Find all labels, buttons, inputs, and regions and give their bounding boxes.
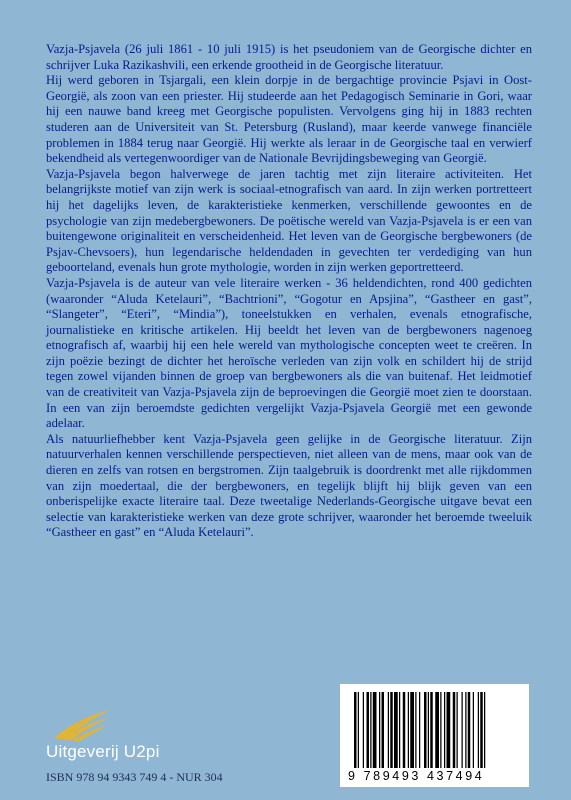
publisher-name: Uitgeverij U2pi — [46, 742, 160, 761]
back-cover-blurb — [46, 42, 532, 541]
isbn-nur-line: ISBN 978 94 9343 749 4 - NUR 304 — [46, 770, 223, 784]
barcode-digits: 9 789493 437494 — [348, 769, 485, 783]
barcode — [340, 684, 529, 787]
barcode-bars — [340, 684, 529, 770]
blurb-paragraph-1: Vazja-Psjavela (26 juli 1861 - 10 juli 1915) is het pseudoniem van de Georgische dichter en schrijver Luka Razikashvili, een erkende grootheid in de Georgische literatuur. — [46, 42, 532, 72]
publisher-logo — [44, 708, 244, 768]
wing-feather-icon — [52, 708, 112, 742]
blurb-paragraph-3: Vazja-Psjavela begon halverwege de jaren tachtig met zijn literaire activiteiten. Het belangrijkste motief van zijn werk is sociaal-etnografisch van aard. In zijn werken portretteert hij het dagelijks leven, de karakteristieke kenmerken, verschillende gewoontes en de psychologie van zijn medebergbewoners. De poëtische wereld van Vazja-Psjavela is er een van buitengewone originaliteit en verscheidenheid. Het leven van de Georgische bergbewoners (de Psjav-Chevsoers), hun legendarische heldendaden in gevechten ter verdediging van hun geboorteland, evenals hun grote mythologie, worden in zijn werken geportretteerd. — [46, 166, 532, 275]
blurb-paragraph-4: Vazja-Psjavela is de auteur van vele literaire werken - 36 heldendichten, rond 400 gedichten (waaronder “Aluda Ketelauri”, “Bachtrioni”, “Gogotur en Apsjina”, “Gastheer en gast”, “Slangeter”, “Eteri”, “Mindia”), toneelstukken en verhalen, evenals etnografische, journalistieke en kritische artikelen. Hij beeldt het leven van de bergbewoners nagenoeg etnografisch af, waarbij hij een hele wereld van mythologische concepten weet te creëren. In zijn poëzie bezingt de dichter het heroïsche verleden van zijn volk en schildert hij de strijd tegen zowel vijanden binnen de groep van bergbewoners als die van buitenaf. Het leidmotief van de creativiteit van Vazja-Psjavela zijn de beproevingen die Georgië moet zien te doorstaan. In een van zijn beroemdste gedichten vergelijkt Vazja-Psjavela Georgië met een gewonde adelaar. — [46, 275, 532, 431]
blurb-paragraph-2: Hij werd geboren in Tsjargali, een klein dorpje in de bergachtige provincie Psjavi in Oost-Georgië, als zoon van een priester. Hij studeerde aan het Pedagogisch Seminarie in Gori, waar hij een nauwe band kreeg met Georgische populisten. Vervolgens ging hij in 1883 rechten studeren aan de Universiteit van St. Petersburg (Rusland), maar keerde vanwege financiële problemen in 1884 terug naar Georgië. Hij werkte als leraar in de Georgische taal en verwierf bekendheid als vertegenwoordiger van de Nationale Bevrijdingsbeweging van Georgië. — [46, 73, 532, 166]
blurb-paragraph-5: Als natuurliefhebber kent Vazja-Psjavela geen gelijke in de Georgische literatuur. Zijn natuurverhalen kennen verschillende perspectieven, niet alleen van de mens, maar ook van de dieren en zelfs van rotsen en bergstromen. Zijn taalgebruik is doordrenkt met alle rijkdommen van zijn moedertaal, die der bergbewoners, en tegelijk blijft hij blijk geven van een onberispelijke exacte literaire taal. Deze tweetalige Nederlands-Georgische uitgave bevat een selectie van karakteristieke werken van deze grote schrijver, waaronder het beroemde tweeluik “Gastheer en gast” en “Aluda Ketelauri”. — [46, 431, 532, 540]
